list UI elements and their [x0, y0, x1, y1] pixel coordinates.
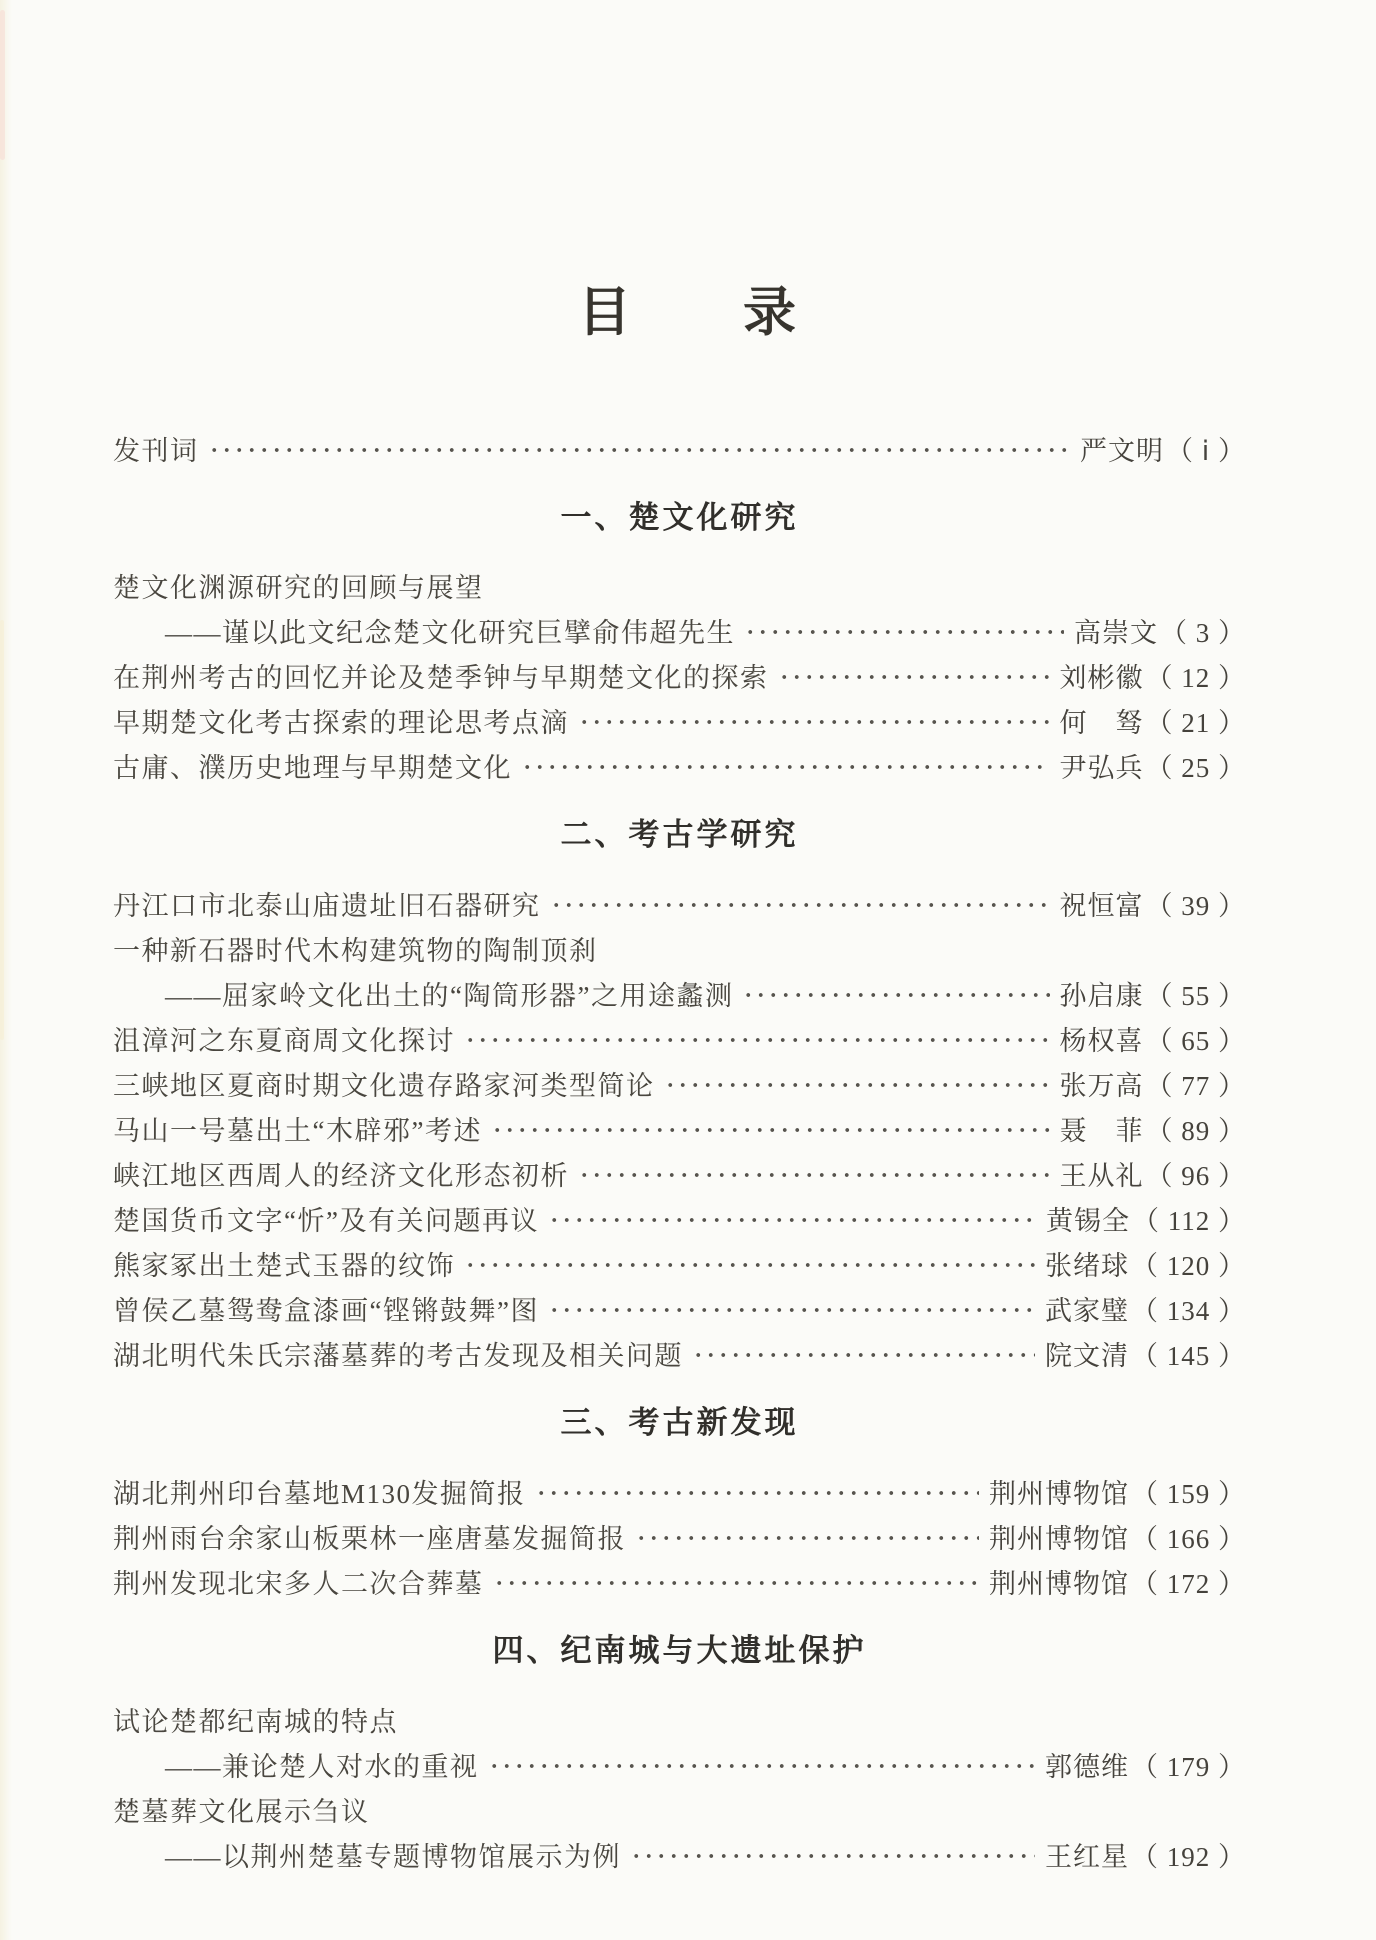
toc-entry-line	[113, 563, 1246, 608]
entry-page-number: （ 145 ）	[1131, 1341, 1246, 1372]
entry-title: ——以荆州楚墓专题博物馆展示为例	[165, 1841, 621, 1872]
entry-title: 早期楚文化考古探索的理论思考点滴	[113, 708, 569, 739]
entry-title: 试论楚都纪南城的特点	[113, 1706, 398, 1737]
entry-author: 何 驽	[1059, 708, 1144, 739]
entry-page-number: （ 192 ）	[1131, 1841, 1246, 1872]
entry-page-number: （ 159 ）	[1131, 1478, 1246, 1509]
entry-title: 在荆州考古的回忆并论及楚季钟与早期楚文化的探索	[113, 663, 769, 694]
toc-section	[113, 1404, 1246, 1604]
entry-author: 孙启康	[1059, 981, 1144, 1012]
page-title: 目 录	[578, 284, 798, 342]
dot-leader	[548, 1196, 1036, 1241]
toc-entry-line	[113, 1151, 1246, 1196]
toc-entry-line	[113, 1697, 1246, 1742]
toc-section	[113, 499, 1246, 789]
dot-leader	[630, 1832, 1035, 1877]
section-entries	[113, 1469, 1246, 1604]
toc-entry-line	[113, 1559, 1246, 1604]
entry-author: 荆州博物馆	[989, 1568, 1129, 1599]
toc-entry-line	[113, 1286, 1246, 1331]
entry-title: ——兼论楚人对水的重视	[165, 1751, 479, 1782]
dot-leader	[744, 608, 1064, 653]
entry-credit	[989, 1472, 1246, 1511]
toc-entry-line	[113, 1787, 1246, 1832]
entry-title: 丹江口市北泰山庙遗址旧石器研究	[113, 891, 541, 922]
dot-leader	[491, 1106, 1050, 1151]
entry-title: 荆州发现北宋多人二次合葬墓	[113, 1568, 484, 1599]
dot-leader	[535, 1469, 979, 1514]
section-heading: 一、楚文化研究	[560, 499, 799, 535]
entry-credit	[1060, 884, 1247, 923]
entry-title: 三峡地区夏商时期文化遗存路家河类型简论	[113, 1071, 655, 1102]
dot-leader	[464, 1016, 1050, 1061]
entry-page-number: （ 179 ）	[1131, 1751, 1246, 1782]
entry-credit	[1060, 1109, 1247, 1148]
dot-leader	[578, 698, 1050, 743]
section-heading: 三、考古新发现	[560, 1405, 799, 1441]
entry-credit	[1045, 1244, 1246, 1283]
entry-title: 一种新石器时代木构建筑物的陶制顶刹	[113, 936, 598, 967]
entry-credit	[1060, 1064, 1247, 1103]
section-entries	[113, 881, 1246, 1376]
entry-page-number: （ 3 ）	[1160, 618, 1246, 649]
section-entries	[113, 1697, 1246, 1877]
entry-title: 沮漳河之东夏商周文化探讨	[113, 1026, 455, 1057]
entry-page-number: （ 39 ）	[1145, 891, 1246, 922]
toc-sections	[113, 499, 1246, 1877]
toc-entry-line	[113, 1061, 1246, 1106]
entry-author: 荆州博物馆	[989, 1523, 1129, 1554]
entry-page-number: （ 166 ）	[1131, 1523, 1246, 1554]
entry-credit	[1045, 1745, 1246, 1784]
dot-leader	[635, 1514, 979, 1559]
entry-author: 张万高	[1059, 1071, 1144, 1102]
toc-entry-line	[113, 1469, 1246, 1514]
entry-page-number: （ 120 ）	[1131, 1251, 1246, 1282]
entry-author: 荆州博物馆	[989, 1478, 1129, 1509]
entry-page-number: （ 21 ）	[1145, 708, 1246, 739]
dot-leader	[778, 653, 1050, 698]
entry-page-number: （ ⅰ ）	[1165, 435, 1246, 466]
entry-credit	[1060, 746, 1247, 785]
dot-leader	[548, 1286, 1035, 1331]
entry-title: 马山一号墓出土“木辟邪”考述	[113, 1116, 482, 1147]
entry-credit	[1045, 1835, 1246, 1874]
toc-entry-line	[113, 1196, 1246, 1241]
entry-credit	[1060, 701, 1247, 740]
entry-credit	[1060, 656, 1247, 695]
toc-entry-line	[113, 1241, 1246, 1286]
entry-title: 楚文化渊源研究的回顾与展望	[113, 573, 484, 604]
section-heading: 二、考古学研究	[560, 817, 799, 853]
dot-leader	[664, 1061, 1050, 1106]
entry-author: 尹弘兵	[1059, 753, 1144, 784]
entry-page-number: （ 12 ）	[1145, 663, 1246, 694]
entry-author: 黄锡全	[1046, 1206, 1130, 1237]
toc-entry-line	[113, 698, 1246, 743]
toc-entry-line	[113, 1742, 1246, 1787]
entry-author: 武家璧	[1045, 1296, 1129, 1327]
entry-title: 湖北明代朱氏宗藩墓葬的考古发现及相关问题	[113, 1341, 683, 1372]
entry-title: 发刊词	[113, 435, 199, 466]
entry-author: 杨权喜	[1059, 1026, 1144, 1057]
toc-entry-line	[113, 881, 1246, 926]
entry-page-number: （ 77 ）	[1145, 1071, 1246, 1102]
dot-leader	[578, 1151, 1050, 1196]
entry-credit	[1080, 429, 1246, 468]
entry-title: 荆州雨台余家山板栗林一座唐墓发掘简报	[113, 1523, 626, 1554]
toc-body	[0, 426, 1376, 1877]
entry-credit	[1060, 1019, 1247, 1058]
toc-section	[113, 816, 1246, 1376]
entry-credit	[1045, 1334, 1246, 1373]
entry-credit	[989, 1517, 1246, 1556]
dot-leader	[692, 1331, 1035, 1376]
front-entries	[113, 426, 1246, 471]
entry-page-number: （ 96 ）	[1145, 1161, 1246, 1192]
entry-title: 熊家冢出土楚式玉器的纹饰	[113, 1251, 455, 1282]
entry-author: 高崇文	[1074, 618, 1158, 649]
section-heading: 四、纪南城与大遗址保护	[492, 1632, 867, 1668]
entry-title: 曾侯乙墓鸳鸯盒漆画“铿锵鼓舞”图	[113, 1296, 539, 1327]
entry-page-number: （ 89 ）	[1145, 1116, 1246, 1147]
entry-page-number: （ 172 ）	[1131, 1568, 1246, 1599]
dot-leader	[208, 426, 1070, 471]
toc-entry-line	[113, 971, 1246, 1016]
entry-credit	[1045, 1289, 1246, 1328]
dot-leader	[550, 881, 1050, 926]
entry-title: 楚墓葬文化展示刍议	[113, 1796, 370, 1827]
dot-leader	[493, 1559, 980, 1604]
entry-author: 王从礼	[1059, 1161, 1144, 1192]
entry-page-number: （ 25 ）	[1145, 753, 1246, 784]
entry-credit	[1060, 1154, 1247, 1193]
entry-author: 刘彬徽	[1059, 663, 1144, 694]
toc-entry-line	[113, 608, 1246, 653]
entry-author: 祝恒富	[1059, 891, 1144, 922]
entry-credit	[1046, 1199, 1246, 1238]
entry-author: 聂 菲	[1059, 1116, 1144, 1147]
entry-author: 王红星	[1045, 1841, 1129, 1872]
toc-entry-line	[113, 1331, 1246, 1376]
entry-credit	[1074, 611, 1246, 650]
dot-leader	[464, 1241, 1035, 1286]
toc-section	[113, 1632, 1246, 1877]
toc-entry-line	[113, 743, 1246, 788]
section-entries	[113, 563, 1246, 788]
entry-title: 楚国货币文字“忻”及有关问题再议	[113, 1206, 539, 1237]
entry-author: 院文清	[1045, 1341, 1129, 1372]
entry-title: 湖北荆州印台墓地M130发掘简报	[113, 1478, 526, 1509]
toc-entry-line	[113, 1106, 1246, 1151]
toc-entry-line	[113, 1016, 1246, 1061]
entry-author: 郭德维	[1045, 1751, 1129, 1782]
entry-title: ——屈家岭文化出土的“陶筒形器”之用途蠡测	[165, 981, 734, 1012]
toc-entry-line	[113, 426, 1246, 471]
toc-entry-line	[113, 1832, 1246, 1877]
toc-entry-line	[113, 926, 1246, 971]
entry-credit	[989, 1562, 1246, 1601]
dot-leader	[521, 743, 1050, 788]
toc-entry-line	[113, 653, 1246, 698]
entry-page-number: （ 134 ）	[1131, 1296, 1246, 1327]
dot-leader	[742, 971, 1049, 1016]
entry-page-number: （ 65 ）	[1145, 1026, 1246, 1057]
dot-leader	[488, 1742, 1036, 1787]
entry-title: 峡江地区西周人的经济文化形态初析	[113, 1161, 569, 1192]
toc-entry-line	[113, 1514, 1246, 1559]
entry-page-number: （ 55 ）	[1145, 981, 1246, 1012]
entry-title: ——谨以此文纪念楚文化研究巨擘俞伟超先生	[165, 618, 735, 649]
entry-page-number: （ 112 ）	[1132, 1206, 1246, 1237]
entry-author: 张绪球	[1045, 1251, 1129, 1282]
entry-credit	[1060, 974, 1247, 1013]
entry-author: 严文明	[1079, 435, 1164, 466]
entry-title: 古庸、濮历史地理与早期楚文化	[113, 753, 512, 784]
